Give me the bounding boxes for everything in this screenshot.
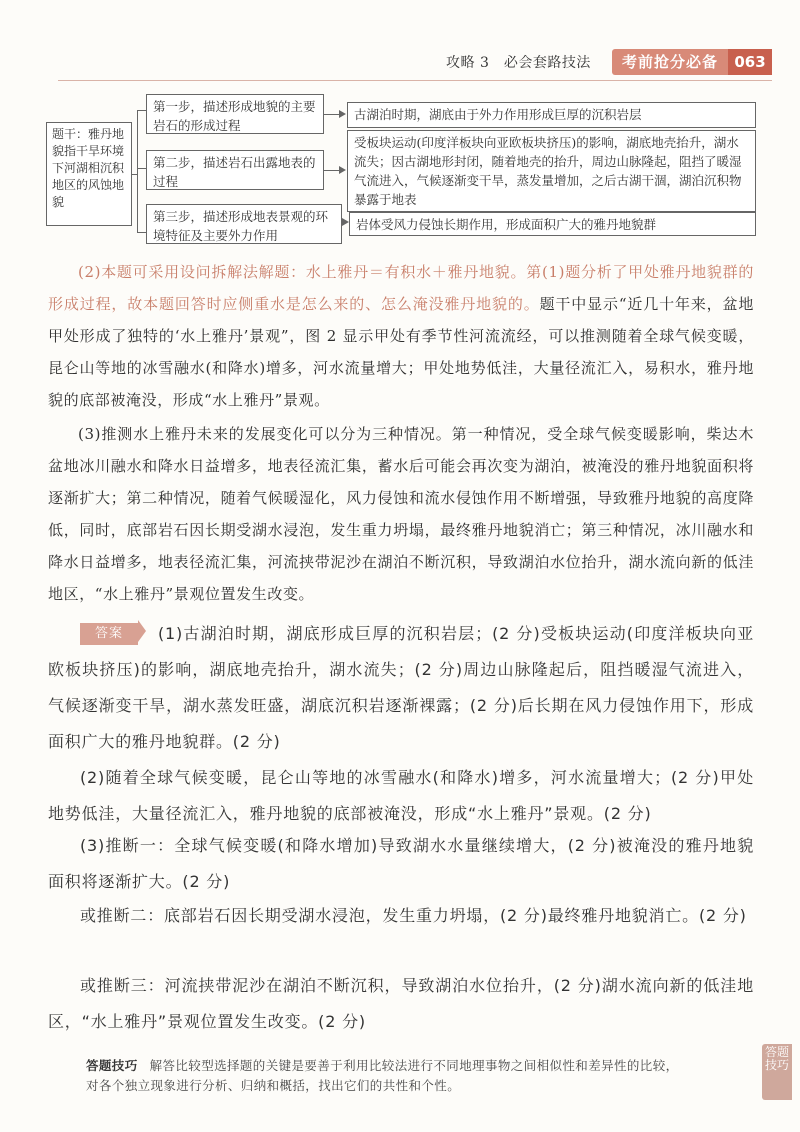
- diagram-step-text: 第三步，描述形成地表景观的环境特征及主要外力作用: [153, 209, 329, 243]
- side-tab: 答题技巧: [762, 1044, 792, 1100]
- diagram-detail-text: 古湖泊时期，湖底由于外力作用形成巨厚的沉积岩层: [354, 107, 642, 122]
- tip-label: 答题技巧: [86, 1058, 138, 1073]
- diagram-step-box: [146, 150, 324, 190]
- diagram-detail-box: [349, 212, 756, 236]
- arrow-head-icon: [342, 218, 349, 226]
- answer-paragraph-4: 或推断二：底部岩石因长期受湖水浸泡，发生重力坍塌，(2 分)最终雅丹地貌消亡。(2 分): [80, 906, 747, 925]
- answer-paragraph-5: 或推断三：河流挟带泥沙在湖泊不断沉积，导致湖泊水位抬升，(2 分)湖水流向新的低洼地区，“水上雅丹”景观位置发生改变。(2 分): [48, 976, 754, 1031]
- diagram-detail-box: [347, 130, 756, 212]
- arrow-head-icon: [339, 110, 346, 118]
- analysis-diagram: [46, 92, 756, 248]
- header-divider: [58, 80, 772, 81]
- analysis-paragraph-3: (3)推测水上雅丹未来的发展变化可以分为三种情况。第一种情况，受全球气候变暖影响，柴达木盆地冰川融水和降水日益增多，地表径流汇集，蓄水后可能会再次变为湖泊，被淹没的雅丹地貌面积将逐渐扩大；第二种情况，随着气候暖湿化，风力侵蚀和流水侵蚀作用不断增强，导致雅丹地貌的高度降低，同时，底部岩石因长期受湖水浸泡，发生重力坍塌，最终雅丹地貌消亡；第三种情况，冰川融水和降水日益增多，地表径流汇集，河流挟带泥沙在湖泊不断沉积，导致湖泊水位抬升，湖水流向新的低洼地区，“水上雅丹”景观位置发生改变。: [48, 425, 754, 603]
- diagram-detail-text: 岩体受风力侵蚀长期作用，形成面积广大的雅丹地貌群: [356, 217, 657, 232]
- analysis-paragraph-2: [48, 256, 754, 416]
- answer-paragraph-3: (3)推断一：全球气候变暖(和降水增加)导致湖水水量继续增大，(2 分)被淹没的雅丹地貌面积将逐渐扩大。(2 分): [48, 836, 754, 891]
- diagram-step-text: 第一步，描述形成地貌的主要岩石的形成过程: [153, 99, 316, 133]
- answer-label-arrow-icon: [138, 620, 146, 642]
- answer-tip: [86, 1056, 690, 1096]
- page-number: 063: [728, 49, 772, 75]
- connector-line: [137, 110, 146, 111]
- analysis-text: 题干中显示“近几十年来，盆地甲处形成了独特的‘水上雅丹’景观”，图 2 显示甲处有季节性河流流经，可以推测随着全球气候变暖，昆仑山等地的冰雪融水(和降水)增多，河水流量增大；甲处地势低洼，大量径流汇入，易积水，雅丹地貌的底部被淹没，形成“水上雅丹”景观。: [48, 295, 754, 409]
- arrow-shaft: [324, 170, 340, 171]
- answer-paragraph-1: [48, 616, 754, 760]
- header-tag: 考前抢分必备: [612, 49, 728, 75]
- diagram-detail-box: [347, 102, 756, 128]
- tip-text: 解答比较型选择题的关键是要善于利用比较法进行不同地理事物之间相似性和差异性的比较，对各个独立现象进行分析、归纳和概括，找出它们的共性和个性。: [86, 1058, 679, 1093]
- diagram-topic-box: [46, 122, 132, 226]
- answer-text: (1)古湖泊时期，湖底形成巨厚的沉积岩层；(2 分)受板块运动(印度洋板块向亚欧板块挤压)的影响，湖底地壳抬升，湖水流失；(2 分)周边山脉隆起后，阻挡暖湿气流进入，气候逐渐变干旱，湖水蒸发旺盛，湖底沉积岩逐渐裸露；(2 分)后长期在风力侵蚀作用下，形成面积广大的雅丹地貌群。(2 分): [48, 624, 754, 751]
- answer-paragraph-2: (2)随着全球气候变暖，昆仑山等地的冰雪融水(和降水)增多，河水流量增大；(2 分)甲处地势低洼，大量径流汇入，雅丹地貌的底部被淹没，形成“水上雅丹”景观。(2 分): [48, 768, 754, 823]
- diagram-step-text: 第二步，描述岩石出露地表的过程: [153, 155, 316, 189]
- diagram-detail-text: 受板块运动(印度洋板块向亚欧板块挤压)的影响，湖底地壳抬升，湖水流失；因古湖地形封闭，随着地壳的抬升，周边山脉隆起，阻挡了暖湿气流进入，气候逐渐变干旱，蒸发量增加，之后古湖干涸，湖泊沉积物暴露于地表: [354, 135, 742, 207]
- answer-label: 答案: [80, 623, 138, 645]
- connector-line: [137, 232, 146, 233]
- connector-line: [137, 110, 138, 232]
- diagram-topic: 题干：雅丹地貌指干旱环境下河湖相沉积地区的风蚀地貌: [52, 127, 125, 209]
- connector-line: [137, 168, 146, 169]
- header-chapter: 攻略 3 必会套路技法: [446, 55, 591, 71]
- analysis-highlight: (2)本题可采用设问拆解法解题：水上雅丹＝有积水＋雅丹地貌。第(1)题分析了甲处雅丹地貌群的形成过程，故本题回答时应侧重水是怎么来的、怎么淹没雅丹地貌的。: [48, 263, 754, 313]
- arrow-shaft: [324, 114, 340, 115]
- arrow-head-icon: [339, 166, 346, 174]
- diagram-step-box: [146, 204, 342, 244]
- diagram-step-box: [146, 94, 324, 134]
